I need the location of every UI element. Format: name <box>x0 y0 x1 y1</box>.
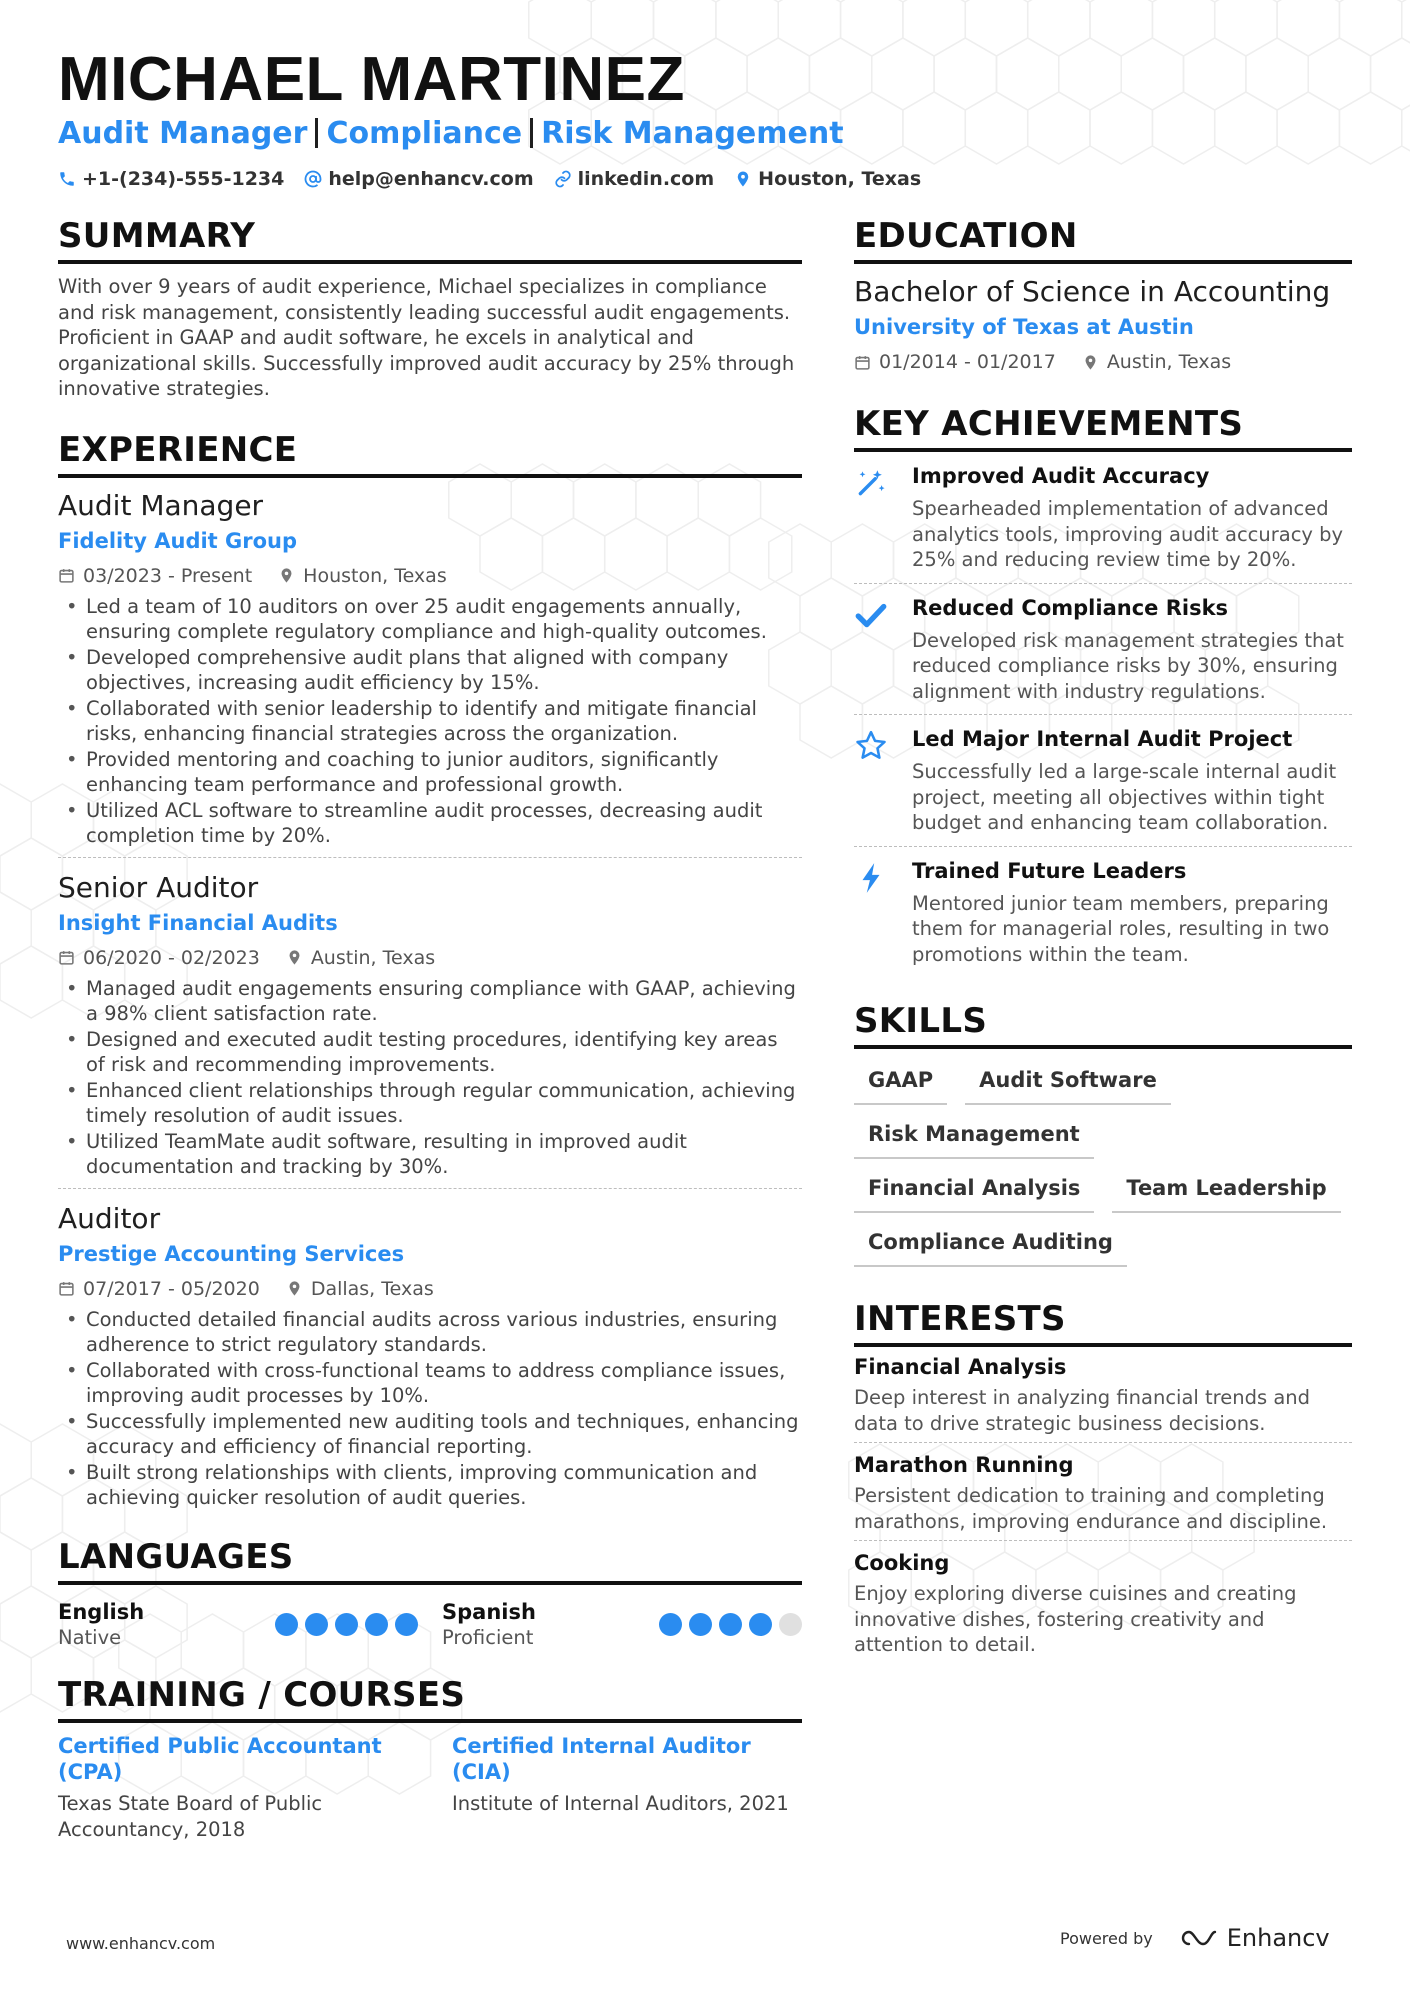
job-dates-text: 03/2023 - Present <box>83 564 253 587</box>
language-item <box>58 1599 418 1651</box>
job-location <box>278 562 447 590</box>
achievement-title: Reduced Compliance Risks <box>912 595 1229 620</box>
job-location <box>286 1275 434 1303</box>
achievement-item <box>854 584 1352 716</box>
language-item <box>442 1599 802 1651</box>
map-pin-icon <box>278 567 295 584</box>
education-meta <box>854 348 1352 376</box>
bullet-item: • Successfully implemented new auditing tools and techniques, enhancing accuracy and efficiency of financial reporting. <box>58 1409 802 1460</box>
job-location-text: Houston, Texas <box>303 564 447 587</box>
job-dates <box>58 1275 260 1303</box>
job-location <box>286 944 435 972</box>
experience-section <box>58 428 802 1519</box>
left-column <box>58 214 802 1843</box>
headline-divider <box>315 118 318 148</box>
summary-section <box>58 214 802 402</box>
skill-tag: Audit Software <box>965 1065 1171 1105</box>
skill-tag: Team Leadership <box>1112 1173 1340 1213</box>
bullet-item: • Developed comprehensive audit plans that aligned with company objectives, increasing audit efficiency by 15%. <box>58 645 802 696</box>
experience-entry <box>58 870 802 1189</box>
calendar-icon <box>58 1280 75 1297</box>
interest-desc: Enjoy exploring diverse cuisines and creating innovative dishes, fostering creativity and attention to detail. <box>854 1582 1297 1656</box>
education-section <box>854 214 1352 376</box>
skill-tag: Financial Analysis <box>854 1173 1094 1213</box>
education-location <box>1082 348 1231 376</box>
job-bullets <box>58 594 802 849</box>
education-school: University of Texas at Austin <box>854 315 1194 339</box>
job-meta <box>58 944 802 972</box>
skill-tag: Risk Management <box>854 1119 1094 1159</box>
languages-list <box>58 1599 802 1651</box>
job-dates <box>58 944 260 972</box>
achievement-title: Improved Audit Accuracy <box>912 464 1210 488</box>
phone-icon <box>58 170 76 188</box>
rating-dot <box>749 1613 772 1636</box>
achievement-item <box>854 715 1352 847</box>
rating-dot <box>659 1613 682 1636</box>
training-section <box>58 1673 802 1843</box>
magic-wand-icon <box>854 462 894 573</box>
rating-dot <box>689 1613 712 1636</box>
course-item <box>58 1733 408 1843</box>
rating-dot <box>779 1613 802 1636</box>
course-item <box>452 1733 802 1843</box>
languages-heading: LANGUAGES <box>58 1535 802 1585</box>
map-pin-icon <box>286 1280 303 1297</box>
calendar-icon <box>58 567 75 584</box>
job-dates-text: 06/2020 - 02/2023 <box>83 946 260 969</box>
job-meta <box>58 1275 802 1303</box>
contact-location <box>734 168 921 190</box>
email-text: help@enhancv.com <box>328 168 534 190</box>
language-rating <box>659 1613 802 1636</box>
training-heading: TRAINING / COURSES <box>58 1673 802 1723</box>
achievement-desc: Spearheaded implementation of advanced analytics tools, improving audit accuracy by 25% and reducing review time by 20%. <box>912 497 1344 571</box>
job-dates-text: 07/2017 - 05/2020 <box>83 1277 260 1300</box>
star-icon <box>854 725 894 836</box>
job-location-text: Austin, Texas <box>310 946 436 969</box>
lightning-bolt-icon <box>854 857 894 968</box>
interest-title: Marathon Running <box>854 1453 1074 1477</box>
achievement-body <box>912 462 1352 573</box>
achievement-body <box>912 594 1352 705</box>
bullet-item: • Enhanced client relationships through regular communication, achieving timely resolution of audit issues. <box>58 1078 802 1129</box>
interest-title: Financial Analysis <box>854 1355 1067 1379</box>
course-title: Certified Internal Auditor (CIA) <box>452 1733 751 1784</box>
headline-role: Audit Manager <box>58 116 308 151</box>
skills-list <box>854 1065 1352 1267</box>
course-title: Certified Public Accountant (CPA) <box>58 1733 382 1784</box>
achievement-desc: Successfully led a large-scale internal audit project, meeting all objectives within tight budget and enhancing team collaboration. <box>912 760 1337 834</box>
rating-dot <box>305 1613 328 1636</box>
map-pin-icon <box>286 949 303 966</box>
interest-item <box>854 1451 1352 1541</box>
bullet-item: • Utilized ACL software to streamline audit processes, decreasing audit completion time by 20%. <box>58 798 802 849</box>
education-dates <box>854 348 1056 376</box>
experience-entry <box>58 488 802 858</box>
experience-list <box>58 488 802 1519</box>
bullet-item: • Conducted detailed financial audits across various industries, ensuring adherence to strict regulatory standards. <box>58 1307 802 1358</box>
rating-dot <box>365 1613 388 1636</box>
interests-section <box>854 1297 1352 1664</box>
bullet-item: • Managed audit engagements ensuring compliance with GAAP, achieving a 98% client satisfaction rate. <box>58 976 802 1027</box>
achievements-heading: KEY ACHIEVEMENTS <box>854 402 1352 452</box>
footer-website[interactable]: www.enhancv.com <box>66 1934 216 1953</box>
experience-heading: EXPERIENCE <box>58 428 802 478</box>
language-text <box>58 1599 144 1651</box>
candidate-name: MICHAEL MARTINEZ <box>58 45 685 114</box>
achievement-item <box>854 847 1352 978</box>
achievement-item <box>854 452 1352 584</box>
language-name: Spanish <box>442 1599 536 1624</box>
at-sign-icon <box>304 170 322 188</box>
job-company[interactable]: Prestige Accounting Services <box>58 1241 405 1266</box>
languages-section <box>58 1535 802 1651</box>
achievement-title: Trained Future Leaders <box>912 858 1187 883</box>
education-location-text: Austin, Texas <box>1106 351 1232 373</box>
map-pin-icon <box>734 170 752 188</box>
bullet-item: • Collaborated with cross-functional teams to address compliance issues, improving audit processes by 10%. <box>58 1358 802 1409</box>
rating-dot <box>335 1613 358 1636</box>
phone-text: +1-(234)-555-1234 <box>82 168 285 190</box>
education-dates-text: 01/2014 - 01/2017 <box>879 351 1056 373</box>
bullet-item: • Provided mentoring and coaching to junior auditors, significantly enhancing team performance and professional growth. <box>58 747 802 798</box>
contact-email[interactable] <box>304 168 533 190</box>
enhancv-logo[interactable] <box>1175 1924 1330 1952</box>
enhancv-logo-text: Enhancv <box>1226 1924 1330 1952</box>
course-org: Institute of Internal Auditors, 2021 <box>452 1791 789 1815</box>
job-dates <box>58 562 252 590</box>
experience-entry <box>58 1201 802 1519</box>
interest-desc: Deep interest in analyzing financial trends and data to drive strategic business decisions. <box>854 1386 1311 1435</box>
rating-dot <box>275 1613 298 1636</box>
achievement-body <box>912 857 1352 968</box>
headline-focus-2: Risk Management <box>541 116 844 151</box>
location-text: Houston, Texas <box>758 168 922 190</box>
job-bullets <box>58 976 802 1180</box>
checkmark-icon <box>854 594 894 705</box>
skill-tag: Compliance Auditing <box>854 1227 1127 1267</box>
interest-item <box>854 1353 1352 1443</box>
contact-linkedin[interactable] <box>554 168 715 190</box>
contact-phone[interactable] <box>58 168 284 190</box>
summary-text: With over 9 years of audit experience, Michael specializes in compliance and risk management, consistently leading successful audit engagements. Proficient in GAAP and audit software, he excels in analytical and organizational skills. Successfully improved audit accuracy by 25% through innovative strategies. <box>58 275 795 400</box>
bullet-item: • Designed and executed audit testing procedures, identifying key areas of risk and recommending improvements. <box>58 1027 802 1078</box>
education-degree: Bachelor of Science in Accounting <box>854 275 1331 308</box>
achievement-desc: Developed risk management strategies that reduced compliance risks by 30%, ensuring alignment with industry regulations. <box>912 628 1344 703</box>
language-text <box>442 1599 536 1651</box>
achievement-body <box>912 725 1352 836</box>
skills-heading: SKILLS <box>854 999 1352 1049</box>
interest-item <box>854 1549 1352 1664</box>
achievement-desc: Mentored junior team members, preparing them for managerial roles, resulting in two promotions within the team. <box>912 891 1330 966</box>
headline <box>58 116 844 151</box>
rating-dot <box>719 1613 742 1636</box>
bullet-item: • Utilized TeamMate audit software, resulting in improved audit documentation and tracking by 30%. <box>58 1129 802 1180</box>
skills-section <box>854 999 1352 1267</box>
linkedin-text: linkedin.com <box>577 168 715 190</box>
interest-title: Cooking <box>854 1551 950 1575</box>
rating-dot <box>395 1613 418 1636</box>
training-list <box>58 1733 802 1843</box>
language-rating <box>275 1613 418 1636</box>
footer-branding <box>1060 1924 1330 1952</box>
achievements-section <box>854 402 1352 977</box>
job-bullets <box>58 1307 802 1511</box>
bullet-item: • Built strong relationships with clients, improving communication and achieving quicker resolution of audit queries. <box>58 1460 802 1511</box>
job-company[interactable]: Insight Financial Audits <box>58 910 338 935</box>
language-name: English <box>58 1599 145 1624</box>
interests-heading: INTERESTS <box>854 1297 1352 1347</box>
job-title: Senior Auditor <box>58 870 259 904</box>
language-level: Proficient <box>442 1625 534 1649</box>
calendar-icon <box>58 949 75 966</box>
contact-bar <box>58 168 921 190</box>
calendar-icon <box>854 354 871 371</box>
headline-divider <box>530 118 533 148</box>
language-level: Native <box>58 1625 122 1649</box>
summary-heading: SUMMARY <box>58 214 802 264</box>
bullet-item: • Collaborated with senior leadership to identify and mitigate financial risks, enhancing financial strategies across the organization. <box>58 696 802 747</box>
skill-tag: GAAP <box>854 1065 947 1105</box>
job-title: Audit Manager <box>58 488 264 522</box>
powered-by-label: Powered by <box>1060 1928 1153 1948</box>
job-company[interactable]: Fidelity Audit Group <box>58 528 298 553</box>
job-location-text: Dallas, Texas <box>310 1277 434 1300</box>
map-pin-icon <box>1082 354 1099 371</box>
right-column <box>854 214 1352 1672</box>
enhancv-logo-icon <box>1175 1926 1219 1950</box>
headline-focus-1: Compliance <box>326 116 523 151</box>
education-heading: EDUCATION <box>854 214 1352 264</box>
interests-list <box>854 1353 1352 1664</box>
job-title: Auditor <box>58 1201 161 1235</box>
interest-desc: Persistent dedication to training and completing marathons, improving endurance and discipline. <box>854 1484 1328 1533</box>
achievements-list <box>854 452 1352 977</box>
job-meta <box>58 562 802 590</box>
link-icon <box>554 170 572 188</box>
bullet-item: • Led a team of 10 auditors on over 25 audit engagements annually, ensuring complete regulatory compliance and high-quality outcomes. <box>58 594 802 645</box>
course-org: Texas State Board of Public Accountancy, 2018 <box>58 1791 323 1841</box>
achievement-title: Led Major Internal Audit Project <box>912 727 1293 751</box>
